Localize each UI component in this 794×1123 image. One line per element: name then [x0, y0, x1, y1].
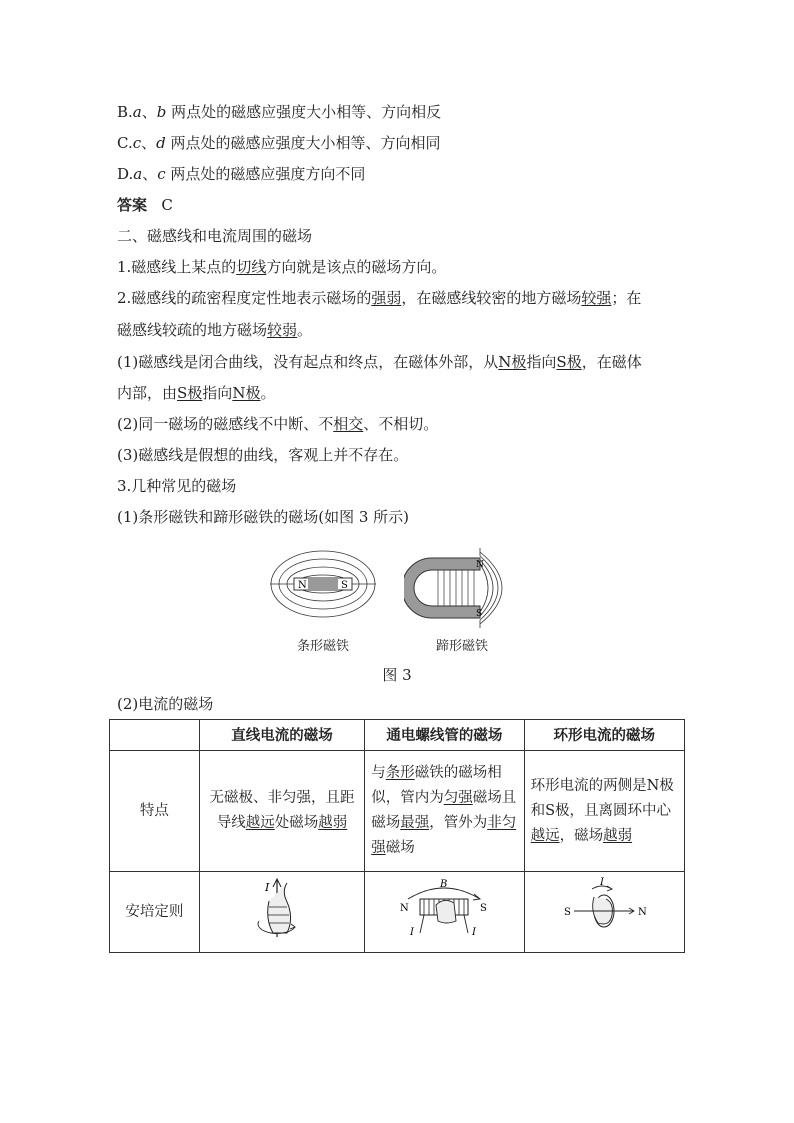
blank-answer: 非匀强	[371, 815, 517, 856]
point-label: b	[156, 103, 167, 121]
paragraph-2-line-2	[117, 320, 312, 340]
n-pole-label: N	[476, 560, 484, 570]
n-pole-label: N	[400, 902, 410, 914]
text: 无磁极、非匀强，且距导线	[209, 790, 355, 831]
paragraph-1	[117, 257, 446, 277]
table-cell	[524, 872, 684, 953]
option-c	[117, 133, 441, 153]
horseshoe-magnet-label: 蹄形磁铁	[435, 639, 488, 654]
blank-answer: 相交	[333, 415, 364, 433]
current-label: I	[600, 876, 605, 888]
point-label: d	[156, 134, 166, 152]
text: 指向	[202, 384, 233, 402]
row-header: 特点	[110, 751, 200, 872]
point-label: a	[132, 103, 142, 121]
blank-answer: 越远	[245, 815, 275, 831]
table-header: 环形电流的磁场	[524, 720, 684, 751]
text: 磁铁的磁场相似，管内为	[371, 765, 502, 806]
figure-caption: 图 3	[382, 666, 412, 684]
table-row	[110, 751, 685, 872]
table-header-row	[110, 720, 685, 751]
option-text: 两点处的磁感应强度大小相等、方向相反	[171, 103, 442, 121]
option-b	[117, 102, 441, 122]
text: 磁场且磁场	[371, 790, 517, 831]
bar-magnet-figure	[268, 548, 378, 628]
current-label: I	[472, 926, 477, 938]
table-header: 直线电流的磁场	[199, 720, 364, 751]
s-pole-label: S	[564, 906, 572, 918]
blank-answer: 越远	[530, 827, 560, 844]
field-label: B	[440, 878, 448, 890]
option-prefix: B.	[117, 103, 133, 121]
s-pole-label: S	[480, 902, 488, 914]
separator: 、	[141, 103, 157, 121]
n-pole-label: N	[298, 580, 307, 591]
answer-value: C	[161, 196, 173, 214]
item-2	[117, 414, 438, 434]
text: ，在磁感线较密的地方磁场	[401, 289, 582, 307]
row-header: 安培定则	[110, 872, 200, 953]
text: ，磁场	[559, 827, 604, 844]
text: ，在磁体	[581, 353, 642, 371]
table-cell	[199, 872, 364, 953]
text: (1)磁感线是闭合曲线，没有起点和终点，在磁体外部，从	[117, 353, 499, 371]
table-cell	[365, 872, 524, 953]
text: 2.磁感线的疏密程度定性地表示磁场的	[117, 289, 372, 307]
ring-current-right-hand-figure	[554, 877, 654, 939]
text: 。	[297, 321, 313, 339]
blank-answer: 条形	[385, 765, 415, 781]
blank-answer: 较强	[581, 289, 612, 307]
blank-answer: 越弱	[603, 827, 633, 844]
option-text: 两点处的磁感应强度方向不同	[170, 165, 366, 183]
answer-label: 答案	[117, 196, 148, 214]
option-d	[117, 164, 365, 184]
point-label: c	[157, 165, 166, 183]
text: 。	[260, 384, 276, 402]
table-cell	[524, 751, 684, 872]
current-field-table	[109, 719, 685, 953]
bar-magnet-label: 条形磁铁	[296, 639, 349, 654]
text: 方向就是该点的磁场方向。	[266, 258, 447, 276]
table-header: 通电螺线管的磁场	[365, 720, 524, 751]
text: (2)同一磁场的磁感线不中断、不	[117, 415, 334, 433]
text: 指向	[526, 353, 557, 371]
paragraph-3-2: (2)电流的磁场	[117, 695, 214, 713]
text: 磁感线较疏的地方磁场	[117, 321, 268, 339]
blank-answer: 切线	[236, 258, 267, 276]
separator: 、	[141, 134, 157, 152]
s-pole-label: S	[476, 609, 483, 619]
option-prefix: D.	[117, 165, 134, 183]
text: ；在	[611, 289, 642, 307]
s-pole-label: S	[341, 580, 348, 591]
item-3: (3)磁感线是假想的曲线，客观上并不存在。	[117, 446, 409, 464]
blank-answer: N极	[498, 353, 527, 371]
paragraph-2-line-1	[117, 288, 641, 308]
text: 、不相切。	[363, 415, 439, 433]
blank-answer: 强弱	[371, 289, 402, 307]
straight-current-right-hand-figure	[247, 877, 317, 939]
option-text: 两点处的磁感应强度大小相等、方向相同	[170, 134, 441, 152]
blank-answer: 较弱	[267, 321, 298, 339]
blank-answer: N极	[232, 384, 261, 402]
item-1-line-2	[117, 383, 275, 403]
current-label: I	[264, 880, 270, 894]
text: 处磁场	[274, 815, 319, 831]
blank-answer: S极	[556, 353, 582, 371]
current-label: I	[410, 926, 415, 938]
text: ，管外为	[429, 815, 488, 831]
horseshoe-magnet-figure	[404, 546, 528, 630]
text: 1.磁感线上某点的	[117, 258, 237, 276]
blank-answer: 越弱	[318, 815, 348, 831]
text: 环形电流的两侧是N极和S极，且离圆环中心	[530, 777, 674, 819]
table-cell	[365, 751, 524, 872]
table-corner	[110, 720, 200, 751]
n-pole-label: N	[638, 906, 648, 918]
blank-answer: 匀强	[443, 790, 473, 806]
answer	[117, 195, 173, 215]
item-1-line-1	[117, 352, 642, 372]
text: 与	[371, 765, 386, 781]
point-label: a	[133, 165, 143, 183]
section-title: 二、磁感线和电流周围的磁场	[117, 227, 313, 245]
blank-answer: S极	[177, 384, 203, 402]
blank-answer: 最强	[400, 815, 430, 831]
table-cell	[199, 751, 364, 872]
separator: 、	[142, 165, 158, 183]
text: 内部，由	[117, 384, 178, 402]
point-label: c	[132, 134, 142, 152]
solenoid-right-hand-figure	[394, 877, 494, 939]
option-prefix: C.	[117, 134, 133, 152]
paragraph-3-1: (1)条形磁铁和蹄形磁铁的磁场(如图 3 所示)	[117, 508, 410, 526]
text: 磁场	[385, 840, 415, 856]
paragraph-3: 3.几种常见的磁场	[117, 477, 237, 495]
table-row	[110, 872, 685, 953]
